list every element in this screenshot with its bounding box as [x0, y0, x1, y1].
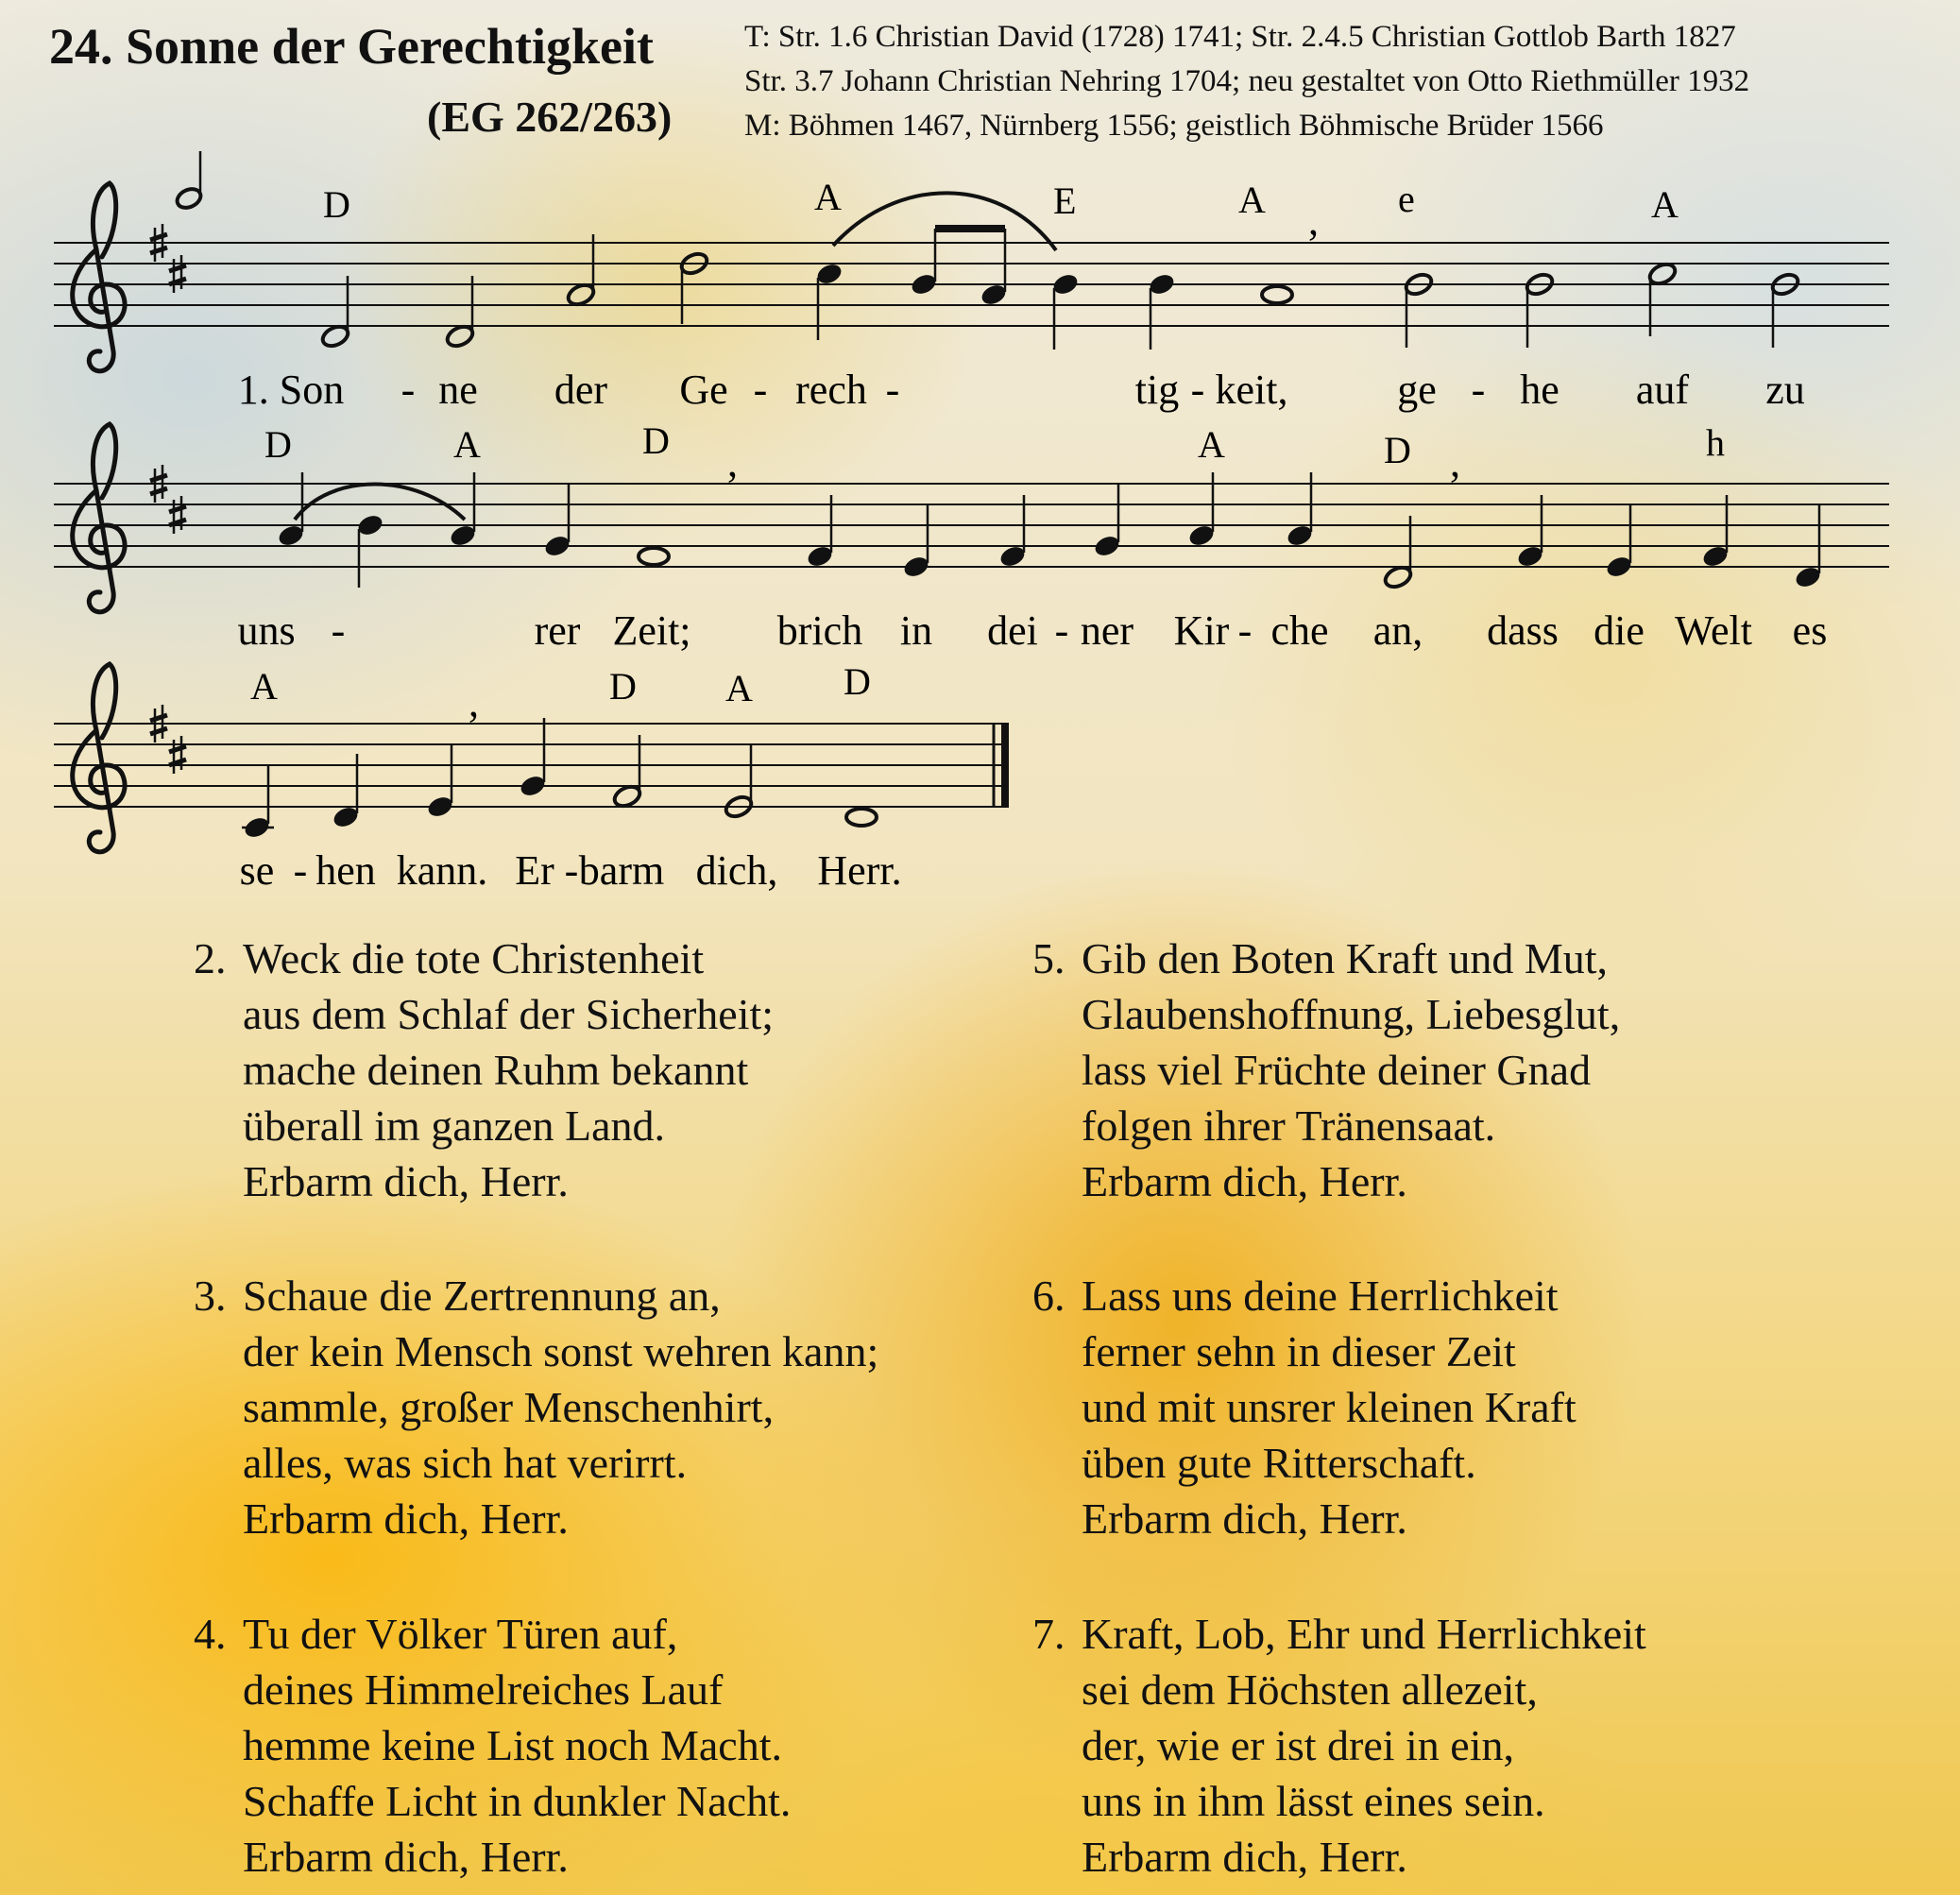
- lyric-hyphen: -: [1237, 607, 1253, 654]
- stanza-refrain: Erbarm dich, Herr.: [1082, 1833, 1407, 1881]
- lyric-hyphen: -: [885, 367, 900, 413]
- chord-label: D: [323, 183, 350, 226]
- staff-lines: [54, 243, 1889, 326]
- chord-label: A: [1198, 423, 1225, 466]
- stanza-line: uns in ihm lässt eines sein.: [1082, 1777, 1545, 1825]
- lyrics-line: [238, 367, 1805, 413]
- lyric-syllable: zu: [1765, 367, 1805, 413]
- melody-notes: [242, 718, 877, 841]
- stanza-number: 2.: [194, 934, 227, 982]
- lyric-syllable: 1. Son: [237, 367, 345, 413]
- lyric-syllable: dass: [1487, 607, 1559, 654]
- lyric-syllable: auf: [1635, 367, 1690, 413]
- staff-system-3: [54, 660, 1009, 894]
- stanza-line: deines Himmelreiches Lauf: [243, 1665, 724, 1714]
- stanza-number: 6.: [1032, 1272, 1065, 1320]
- lyric-syllable: Ge: [679, 367, 728, 413]
- stanza-number: 4.: [194, 1610, 227, 1658]
- lyric-syllable: che: [1270, 607, 1329, 654]
- lyric-syllable: ne: [438, 367, 478, 413]
- stanza-refrain: Erbarm dich, Herr.: [243, 1157, 569, 1205]
- lyric-syllable: tig: [1134, 367, 1180, 413]
- lyric-syllable: der: [554, 367, 608, 413]
- lyric-syllable: kann.: [396, 847, 488, 894]
- chord-label: D: [642, 419, 670, 462]
- breath-mark: ,: [727, 439, 738, 486]
- chord-label: D: [264, 423, 292, 466]
- hymn-number: (EG 262/263): [427, 93, 673, 141]
- treble-clef-icon: [73, 183, 125, 371]
- stanza-line: aus dem Schlaf der Sicherheit;: [243, 990, 775, 1038]
- lyric-syllable: rer: [534, 607, 581, 654]
- chord-symbols: [264, 419, 1725, 471]
- lyric-hyphen: -: [1471, 367, 1486, 413]
- chord-label: h: [1706, 421, 1725, 464]
- stanza-refrain: Erbarm dich, Herr.: [243, 1494, 569, 1543]
- treble-clef-icon: [73, 424, 125, 612]
- chord-label: D: [609, 665, 637, 708]
- lyric-hyphen: -: [401, 367, 416, 413]
- chord-label: A: [250, 665, 278, 708]
- stanza-line: ferner sehn in dieser Zeit: [1082, 1327, 1516, 1375]
- staff-system-2: [54, 419, 1889, 654]
- breath-mark: ,: [1450, 439, 1460, 486]
- lyric-syllable: se: [239, 847, 275, 894]
- stanza-line: mache deinen Ruhm bekannt: [243, 1046, 749, 1094]
- lyric-hyphen: -: [1054, 607, 1069, 654]
- chord-symbols: [250, 660, 871, 709]
- sharp-icon: [169, 255, 186, 293]
- lyric-syllable: Welt: [1675, 607, 1752, 654]
- stanza-line: Schaue die Zertrennung an,: [243, 1272, 721, 1320]
- lyric-hyphen: -: [331, 607, 346, 654]
- staff-lines: [54, 484, 1889, 567]
- stanza-number: 3.: [194, 1272, 227, 1320]
- sheet-music: [0, 0, 1960, 907]
- stanza-line: Schaffe Licht in dunkler Nacht.: [243, 1777, 792, 1825]
- lyric-hyphen: -: [1190, 367, 1205, 413]
- lyric-syllable: die: [1594, 607, 1645, 654]
- breath-mark: ,: [469, 679, 479, 726]
- lyric-syllable: he: [1520, 367, 1559, 413]
- treble-clef-icon: [73, 664, 125, 852]
- lyrics-line: [240, 847, 902, 894]
- stanza-line: Tu der Völker Türen auf,: [243, 1610, 678, 1658]
- lyric-syllable: brich: [776, 607, 863, 654]
- stanza-line: folgen ihrer Tränensaat.: [1082, 1101, 1496, 1150]
- melody-notes: [320, 229, 1801, 350]
- stanza-refrain: Erbarm dich, Herr.: [243, 1833, 569, 1881]
- lyric-syllable: dei: [987, 607, 1038, 654]
- stanza-line: und mit unsrer kleinen Kraft: [1082, 1383, 1577, 1431]
- lyric-hyphen: -: [753, 367, 768, 413]
- lyric-syllable: ge: [1397, 367, 1437, 413]
- stanza-line: Kraft, Lob, Ehr und Herrlichkeit: [1082, 1610, 1646, 1658]
- stanza-line: überall im ganzen Land.: [243, 1101, 666, 1150]
- credits-text-line: T: Str. 1.6 Christian David (1728) 1741; Str. 2.4.5 Christian Gottlob Barth 1827: [744, 20, 1736, 54]
- lyric-syllable: Zeit;: [612, 607, 691, 654]
- lyric-syllable: Herr.: [817, 847, 902, 894]
- chord-label: A: [814, 176, 842, 218]
- stanza-line: der kein Mensch sonst wehren kann;: [243, 1327, 879, 1375]
- note: [174, 151, 203, 212]
- stanza-line: üben gute Ritterschaft.: [1082, 1439, 1476, 1487]
- slur: [833, 193, 1056, 250]
- lyric-syllable: keit,: [1215, 367, 1288, 413]
- stanza-line: sei dem Höchsten allezeit,: [1082, 1665, 1538, 1714]
- lyric-syllable: dich,: [695, 847, 778, 894]
- chord-label: D: [844, 660, 871, 703]
- stanza-refrain: Erbarm dich, Herr.: [1082, 1494, 1407, 1543]
- stanza-line: der, wie er ist drei in ein,: [1082, 1721, 1515, 1769]
- lyric-syllable: Er: [515, 847, 554, 894]
- chord-label: D: [1384, 429, 1411, 471]
- lyric-syllable: in: [899, 607, 933, 654]
- melody-notes: [276, 472, 1822, 590]
- chord-symbols: [323, 176, 1679, 226]
- stanza-number: 5.: [1032, 934, 1065, 982]
- credits-melody-line: M: Böhmen 1467, Nürnberg 1556; geistlich Böhmische Brüder 1566: [744, 109, 1604, 143]
- credits-text-line: Str. 3.7 Johann Christian Nehring 1704; neu gestaltet von Otto Riethmüller 1932: [744, 64, 1750, 98]
- sharp-icon: [169, 736, 186, 774]
- chord-label: A: [1651, 183, 1679, 226]
- hymn-title: 24. Sonne der Gerechtigkeit: [49, 18, 654, 75]
- lyric-syllable: hen: [315, 847, 376, 894]
- lyric-syllable: es: [1792, 607, 1828, 654]
- stanza-line: lass viel Früchte deiner Gnad: [1082, 1046, 1592, 1094]
- chord-label: A: [453, 423, 481, 466]
- sharp-icon: [169, 496, 186, 534]
- lyric-syllable: Kir: [1173, 607, 1230, 654]
- stanza-refrain: Erbarm dich, Herr.: [1082, 1157, 1407, 1205]
- stanza-line: Lass uns deine Herrlichkeit: [1082, 1272, 1559, 1320]
- stanza-line: sammle, großer Menschenhirt,: [243, 1383, 775, 1431]
- lyric-hyphen: -: [564, 847, 579, 894]
- stanza-line: alles, was sich hat verirrt.: [243, 1439, 688, 1487]
- stanza-line: hemme keine List noch Macht.: [243, 1721, 783, 1769]
- stanza-number: 7.: [1032, 1610, 1065, 1658]
- chord-label: E: [1053, 179, 1077, 222]
- lyric-syllable: an,: [1372, 607, 1423, 654]
- chord-label: e: [1398, 178, 1415, 220]
- chord-label: A: [725, 667, 753, 709]
- stanza-line: Weck die tote Christenheit: [243, 934, 705, 982]
- stanza-line: Gib den Boten Kraft und Mut,: [1082, 934, 1609, 982]
- lyric-syllable: rech: [795, 367, 867, 413]
- chord-label: A: [1238, 179, 1266, 221]
- stanza-line: Glaubenshoffnung, Liebesglut,: [1082, 990, 1621, 1038]
- slur: [295, 485, 465, 521]
- staff-system-1: [54, 151, 1889, 413]
- lyrics-line: [237, 607, 1827, 654]
- breath-mark: ,: [1308, 197, 1319, 244]
- lyric-syllable: barm: [578, 847, 665, 894]
- lyric-hyphen: -: [293, 847, 308, 894]
- lyric-syllable: ner: [1080, 607, 1134, 654]
- lyric-syllable: uns: [237, 607, 296, 654]
